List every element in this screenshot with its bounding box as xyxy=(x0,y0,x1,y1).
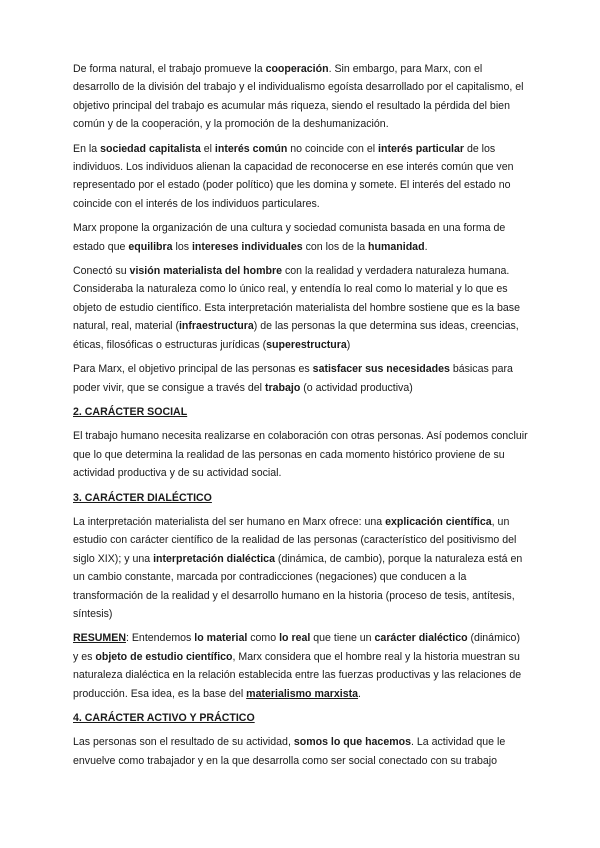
bold-text-run: infraestructura xyxy=(178,320,254,333)
text-run: de los individuos. Los individuos alienan la capacidad de reconocerse en ese interés común que ven representado por el estado (poder político) que les domina y somete. El interés del estado no coincide con el interés de los individuos particulares. xyxy=(73,142,514,210)
bold-text-run: sociedad capitalista xyxy=(100,142,201,155)
text-run: Las personas son el resultado de su actividad, xyxy=(73,736,294,749)
bold-text-run: superestructura xyxy=(266,338,347,351)
bold-text-run: satisfacer sus necesidades xyxy=(312,363,450,376)
document-body xyxy=(73,60,528,770)
paragraph-sociedad-capitalista xyxy=(73,140,528,214)
heading-caracter-social xyxy=(73,403,528,421)
text-run: el xyxy=(200,142,215,155)
bold-text-run: materialismo marxista xyxy=(246,687,359,700)
paragraph-caracter-activo xyxy=(73,733,528,770)
bold-text-run: somos lo que hacemos xyxy=(293,736,411,749)
bold-text-run: interpretación dialéctica xyxy=(153,552,275,565)
bold-text-run: objeto de estudio científico xyxy=(95,650,233,663)
text-run: En la xyxy=(73,142,101,155)
text-run: ) xyxy=(346,338,351,351)
paragraph-resumen xyxy=(73,629,528,703)
text-run: básicas para poder vivir, que se consigue a través del xyxy=(73,363,513,394)
bold-text-run: RESUMEN xyxy=(73,632,126,645)
text-run: los xyxy=(172,240,192,253)
heading-caracter-dialectico xyxy=(73,489,528,507)
text-run: : Entendemos xyxy=(125,632,195,645)
bold-text-run: lo real xyxy=(279,632,311,645)
text-run: , Marx considera que el hombre real y la historia muestran su naturaleza dialéctica en la relación establecida entre las fuerzas productivas y las relaciones de producción. Esa idea, es la base del xyxy=(73,650,522,700)
text-run: Conectó su xyxy=(73,265,130,278)
paragraph-necesidades xyxy=(73,360,528,397)
paragraph-vision-materialista xyxy=(73,262,528,354)
paragraph-caracter-social xyxy=(73,427,528,482)
text-run: Para Marx, el objetivo principal de las personas es xyxy=(73,363,313,376)
text-run: 3. CARÁCTER DIALÉCTICO xyxy=(73,491,212,504)
bold-text-run: humanidad xyxy=(368,240,425,253)
bold-text-run: visión materialista del hombre xyxy=(129,265,283,278)
text-run: , un estudio con carácter científico de la realidad de las personas (característico del positivismo del siglo XIX); y una xyxy=(73,515,517,565)
bold-text-run: carácter dialéctico xyxy=(374,632,468,645)
bold-text-run: lo material xyxy=(194,632,248,645)
paragraph-sociedad-comunista xyxy=(73,219,528,256)
bold-text-run: interés común xyxy=(214,142,288,155)
text-run: . La actividad que le envuelve como trabajador y en la que desarrolla como ser social conectado con su trabajo xyxy=(73,736,506,767)
text-run: . xyxy=(358,687,361,700)
text-run: El trabajo humano necesita realizarse en colaboración con otras personas. Así podemos concluir que lo que determina la realidad de las personas en cada momento histórico proviene de su actividad productiva y de su actividad social. xyxy=(73,430,528,480)
heading-caracter-activo xyxy=(73,709,528,727)
text-run: ) de las personas la que determina sus ideas, creencias, éticas, filosóficas o estructuras jurídicas ( xyxy=(73,320,519,351)
text-run: . xyxy=(424,240,428,253)
text-run: . Sin embargo, para Marx, con el desarrollo de la división del trabajo y el individualismo egoísta desarrollado por el capitalismo, el objetivo principal del trabajo es acumular más riqueza, siendo el resultado la pérdida del bien común y de la cooperación, y la promoción de la deshumanización. xyxy=(73,63,524,131)
text-run: 4. CARÁCTER ACTIVO Y PRÁCTICO xyxy=(73,712,255,724)
bold-text-run: equilibra xyxy=(128,240,173,253)
text-run: 2. CARÁCTER SOCIAL xyxy=(73,405,188,418)
paragraph-caracter-dialectico xyxy=(73,513,528,623)
text-run: (o actividad productiva) xyxy=(300,381,413,394)
text-run: De forma natural, el trabajo promueve la xyxy=(73,63,266,75)
text-run: Marx propone la organización de una cultura y sociedad comunista basada en una forma de estado que xyxy=(73,222,506,253)
text-run: que tiene un xyxy=(310,632,375,645)
text-run: con la realidad y verdadera naturaleza humana. Consideraba la naturaleza como lo único real, y entendía lo real como lo material y lo que es objeto de estudio científico. Esta interpretación materialista del hombre sostiene que es la base natural, real, material ( xyxy=(73,265,520,333)
bold-text-run: intereses individuales xyxy=(191,240,303,253)
text-run: (dinámica, de cambio), porque la naturaleza está en un cambio constante, marcada por contradicciones (negaciones) que conducen a la transformación de la realidad y el desarrollo humano en la historia (proceso de tesis, antítesis, síntesis) xyxy=(73,552,523,620)
text-run: (dinámico) y es xyxy=(73,632,520,663)
bold-text-run: interés particular xyxy=(378,142,465,155)
text-run: La interpretación materialista del ser humano en Marx ofrece: una xyxy=(73,515,386,528)
text-run: no coincide con el xyxy=(287,142,379,155)
bold-text-run: trabajo xyxy=(264,381,301,394)
bold-text-run: cooperación xyxy=(265,63,329,75)
paragraph-cooperacion xyxy=(73,60,528,134)
bold-text-run: explicación científica xyxy=(385,515,492,528)
text-run: como xyxy=(247,632,280,645)
text-run: con los de la xyxy=(302,240,369,253)
